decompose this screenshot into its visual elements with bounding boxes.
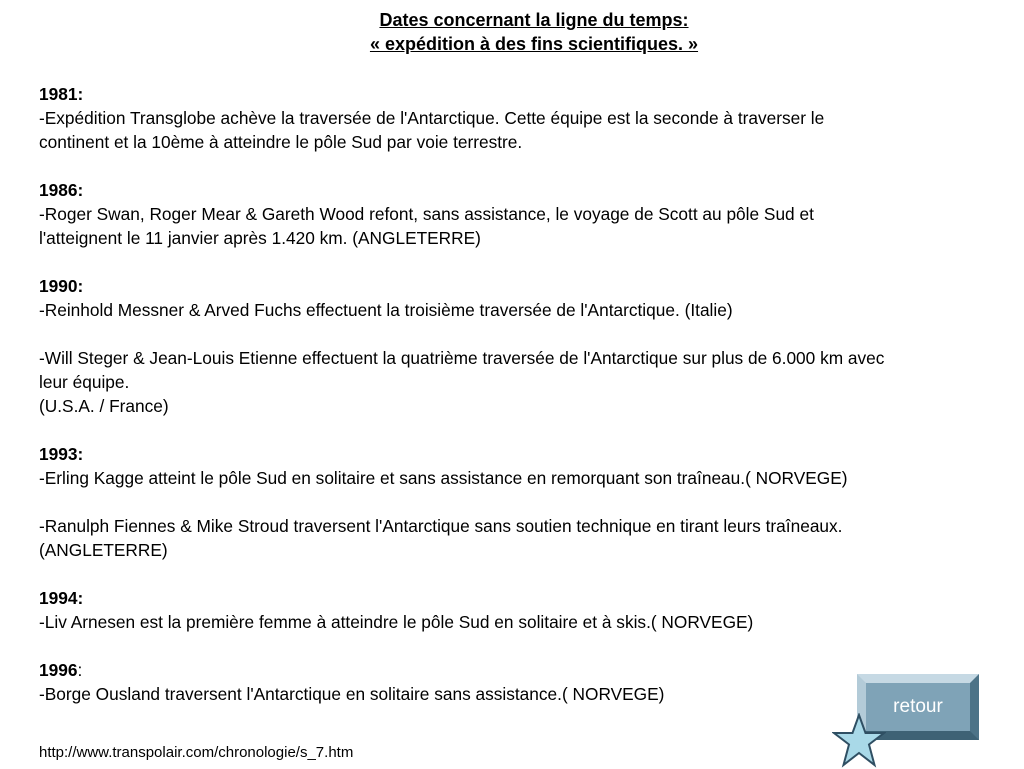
entry-1981-line-2: continent et la 10ème à atteindre le pôle Sud par voie terrestre. bbox=[39, 132, 523, 152]
page-title bbox=[0, 8, 1024, 56]
year-1996-colon: : bbox=[77, 660, 83, 680]
star-shape bbox=[834, 715, 884, 765]
entry-1986-line-2: l'atteignent le 11 janvier après 1.420 km. (ANGLETERRE) bbox=[39, 228, 481, 248]
entry-1994-line-1: -Liv Arnesen est la première femme à atteindre le pôle Sud en solitaire et à skis.( NORVEGE) bbox=[39, 612, 754, 632]
year-1996: 1996 bbox=[39, 660, 78, 680]
entry-1990-line-3: leur équipe. bbox=[39, 372, 130, 392]
star-icon[interactable] bbox=[832, 713, 886, 769]
year-1990: 1990: bbox=[39, 276, 84, 296]
entry-1990-line-1: -Reinhold Messner & Arved Fuchs effectuent la troisième traversée de l'Antarctique. (Italie) bbox=[39, 300, 733, 320]
year-1993: 1993: bbox=[39, 444, 84, 464]
entry-1993-line-1: -Erling Kagge atteint le pôle Sud en solitaire et sans assistance en remorquant son traîneau.( NORVEGE) bbox=[39, 468, 848, 488]
spacer bbox=[39, 322, 1019, 346]
entry-1993-line-3: (ANGLETERRE) bbox=[39, 540, 168, 560]
title-line-2: « expédition à des fins scientifiques. » bbox=[369, 34, 699, 54]
timeline-content bbox=[39, 82, 1019, 706]
spacer bbox=[39, 418, 1019, 442]
spacer bbox=[39, 490, 1019, 514]
year-1986: 1986: bbox=[39, 180, 84, 200]
spacer bbox=[39, 562, 1019, 586]
entry-1986-line-1: -Roger Swan, Roger Mear & Gareth Wood refont, sans assistance, le voyage de Scott au pôle Sud et bbox=[39, 204, 814, 224]
entry-1993-line-2: -Ranulph Fiennes & Mike Stroud traversent l'Antarctique sans soutien technique en tirant leurs traîneaux. bbox=[39, 516, 843, 536]
entry-1990-line-2: -Will Steger & Jean-Louis Etienne effectuent la quatrième traversée de l'Antarctique sur plus de 6.000 km avec bbox=[39, 348, 885, 368]
spacer bbox=[39, 634, 1019, 658]
entry-1990-line-4: (U.S.A. / France) bbox=[39, 396, 169, 416]
title-line-1: Dates concernant la ligne du temps: bbox=[379, 10, 689, 30]
entry-1996-line-1: -Borge Ousland traversent l'Antarctique en solitaire sans assistance.( NORVEGE) bbox=[39, 684, 665, 704]
source-link[interactable]: http://www.transpolair.com/chronologie/s_7.htm bbox=[39, 744, 354, 761]
year-1994: 1994: bbox=[39, 588, 84, 608]
spacer bbox=[39, 250, 1019, 274]
retour-button-label: retour bbox=[893, 696, 943, 717]
year-1981: 1981: bbox=[39, 84, 84, 104]
spacer bbox=[39, 154, 1019, 178]
entry-1981-line-1: -Expédition Transglobe achève la traversée de l'Antarctique. Cette équipe est la seconde à traverser le bbox=[39, 108, 825, 128]
